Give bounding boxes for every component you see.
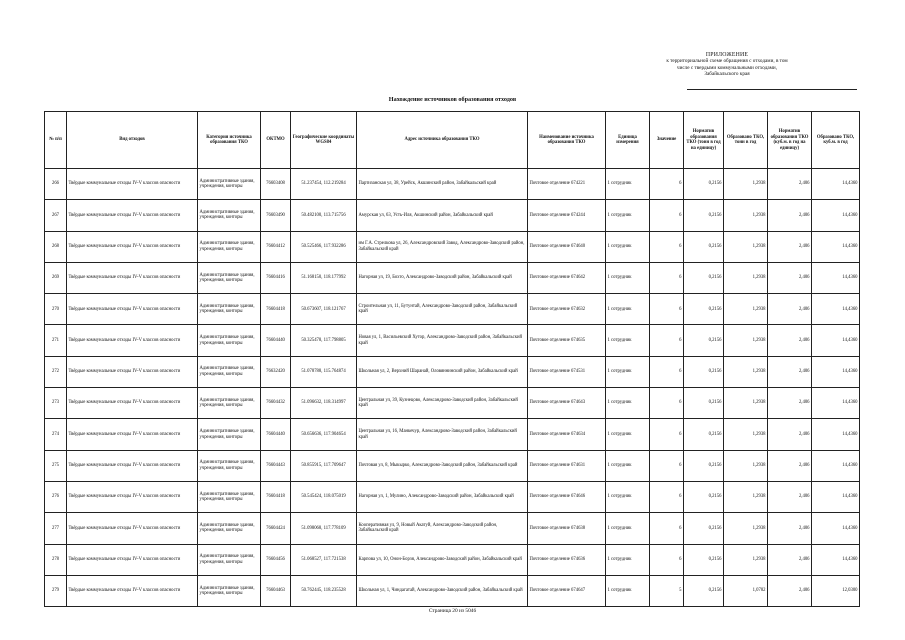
unit-cell: 1 сотрудник <box>606 419 650 450</box>
norm-volume-cell: 2,406 <box>768 481 812 512</box>
oktmo-cell: 76604418 <box>261 294 291 325</box>
waste-type-cell: Твёрдые коммунальные отходы IV-V классов опасности <box>67 231 198 262</box>
volume-cell: 14,4360 <box>812 200 860 231</box>
source-name-cell: Почтовое отделение 674634 <box>528 419 606 450</box>
waste-type-cell: Твёрдые коммунальные отходы IV-V классов опасности <box>67 200 198 231</box>
source-category-cell: Административные здания, учреждения, конторы <box>198 356 261 387</box>
value-cell: 6 <box>650 513 684 544</box>
row-number-cell: 275 <box>45 450 67 481</box>
norm-tonnes-cell: 0,2156 <box>684 262 724 293</box>
oktmo-cell: 76603408 <box>261 169 291 200</box>
oktmo-cell: 76604416 <box>261 262 291 293</box>
norm-volume-cell: 2,406 <box>768 575 812 606</box>
page-number: Страница 20 из 5046 <box>428 608 477 614</box>
norm-tonnes-cell: 0,2156 <box>684 325 724 356</box>
header-cell: Образовано ТКО, куб.м. в год <box>812 112 860 169</box>
volume-cell: 14,4360 <box>812 419 860 450</box>
source-category-cell: Административные здания, учреждения, конторы <box>198 450 261 481</box>
waste-type-cell: Твёрдые коммунальные отходы IV-V классов опасности <box>67 325 198 356</box>
value-cell: 6 <box>650 325 684 356</box>
tonnes-cell: 1,2938 <box>724 419 768 450</box>
source-category-cell: Административные здания, учреждения, конторы <box>198 231 261 262</box>
header-cell: ОКТМО <box>261 112 291 169</box>
waste-type-cell: Твёрдые коммунальные отходы IV-V классов опасности <box>67 294 198 325</box>
norm-tonnes-cell: 0,2156 <box>684 294 724 325</box>
header-cell: Вид отходов <box>67 112 198 169</box>
volume-cell: 14,4360 <box>812 513 860 544</box>
tonnes-cell: 1,2938 <box>724 231 768 262</box>
header-cell: Образовано ТКО, тонн в год <box>724 112 768 169</box>
source-category-cell: Административные здания, учреждения, конторы <box>198 325 261 356</box>
coordinates-cell: 50.762445, 118.235528 <box>291 575 357 606</box>
coordinates-cell: 50.855915, 117.709647 <box>291 450 357 481</box>
coordinates-cell: 50.482100, 113.715756 <box>291 200 357 231</box>
address-cell: Школьная ул, 2, Верхний Шаранай, Оловяннинский район, Забайкальский край <box>357 356 528 387</box>
table-row <box>45 419 860 450</box>
norm-tonnes-cell: 0,2156 <box>684 169 724 200</box>
tonnes-cell: 1,2938 <box>724 513 768 544</box>
table-row <box>45 231 860 262</box>
waste-type-cell: Твёрдые коммунальные отходы IV-V классов опасности <box>67 575 198 606</box>
unit-cell: 1 сотрудник <box>606 450 650 481</box>
norm-tonnes-cell: 0,2156 <box>684 544 724 575</box>
source-category-cell: Административные здания, учреждения, конторы <box>198 200 261 231</box>
address-cell: Амурская ул, 63, Усть-Иля, Акшинский район, Забайкальский край <box>357 200 528 231</box>
value-cell: 6 <box>650 481 684 512</box>
row-number-cell: 266 <box>45 169 67 200</box>
oktmo-cell: 76604432 <box>261 388 291 419</box>
tonnes-cell: 1,2938 <box>724 200 768 231</box>
volume-cell: 14,4360 <box>812 262 860 293</box>
row-number-cell: 274 <box>45 419 67 450</box>
header-cell: Наименование источника образования ТКО <box>528 112 606 169</box>
source-category-cell: Административные здания, учреждения, конторы <box>198 513 261 544</box>
address-cell: Строительная ул, 11, Бутунтай, Александрово-Заводский район, Забайкальский край <box>357 294 528 325</box>
source-name-cell: Почтовое отделение 674646 <box>528 481 606 512</box>
norm-volume-cell: 2,406 <box>768 544 812 575</box>
source-category-cell: Административные здания, учреждения, конторы <box>198 262 261 293</box>
unit-cell: 1 сотрудник <box>606 169 650 200</box>
waste-type-cell: Твёрдые коммунальные отходы IV-V классов опасности <box>67 450 198 481</box>
table-row <box>45 356 860 387</box>
waste-type-cell: Твёрдые коммунальные отходы IV-V классов опасности <box>67 262 198 293</box>
tonnes-cell: 1,0782 <box>724 575 768 606</box>
oktmo-cell: 76604456 <box>261 544 291 575</box>
volume-cell: 14,4360 <box>812 544 860 575</box>
norm-tonnes-cell: 0,2156 <box>684 450 724 481</box>
tonnes-cell: 1,2938 <box>724 262 768 293</box>
address-cell: Почтовая ул, 8, Мыкырко, Александрово-Заводский район, Забайкальский край <box>357 450 528 481</box>
norm-tonnes-cell: 0,2156 <box>684 388 724 419</box>
annex-block <box>597 52 857 78</box>
waste-type-cell: Твёрдые коммунальные отходы IV-V классов опасности <box>67 169 198 200</box>
address-cell: Нагорная ул, 1, Мулино, Александрово-Заводский район, Забайкальский край <box>357 481 528 512</box>
table-row <box>45 513 860 544</box>
unit-cell: 1 сотрудник <box>606 544 650 575</box>
tonnes-cell: 1,2938 <box>724 294 768 325</box>
source-name-cell: Почтовое отделение 674244 <box>528 200 606 231</box>
source-name-cell: Почтовое отделение 674638 <box>528 513 606 544</box>
source-name-cell: Почтовое отделение 674221 <box>528 169 606 200</box>
norm-volume-cell: 2,406 <box>768 200 812 231</box>
value-cell: 6 <box>650 262 684 293</box>
norm-volume-cell: 2,406 <box>768 169 812 200</box>
oktmo-cell: 76604463 <box>261 575 291 606</box>
value-cell: 6 <box>650 294 684 325</box>
volume-cell: 14,4360 <box>812 169 860 200</box>
unit-cell: 1 сотрудник <box>606 575 650 606</box>
row-number-cell: 267 <box>45 200 67 231</box>
volume-cell: 12,0300 <box>812 575 860 606</box>
source-name-cell: Почтовое отделение 674643 <box>528 388 606 419</box>
norm-tonnes-cell: 0,2156 <box>684 575 724 606</box>
address-cell: Карпова ул, 10, Онон-Борзя, Александрово-Заводский район, Забайкальский край <box>357 544 528 575</box>
address-cell: Нагорная ул, 19, Бохто, Александрово-Заводский район, Забайкальский край <box>357 262 528 293</box>
row-number-cell: 279 <box>45 575 67 606</box>
source-category-cell: Административные здания, учреждения, конторы <box>198 575 261 606</box>
tonnes-cell: 1,2938 <box>724 544 768 575</box>
row-number-cell: 277 <box>45 513 67 544</box>
volume-cell: 14,4360 <box>812 356 860 387</box>
coordinates-cell: 51.237454, 112.219284 <box>291 169 357 200</box>
header-cell: Категория источника образования ТКО <box>198 112 261 169</box>
source-name-cell: Почтовое отделение 674640 <box>528 231 606 262</box>
address-cell: Центральная ул, 39, Кузнецово, Александрово-Заводский район, Забайкальский край <box>357 388 528 419</box>
source-name-cell: Почтовое отделение 674632 <box>528 294 606 325</box>
source-category-cell: Административные здания, учреждения, конторы <box>198 388 261 419</box>
norm-tonnes-cell: 0,2156 <box>684 231 724 262</box>
address-cell: Новая ул, 1, Васильевский Хутор, Александрово-Заводский район, Забайкальский край <box>357 325 528 356</box>
table-row <box>45 388 860 419</box>
value-cell: 6 <box>650 388 684 419</box>
norm-volume-cell: 2,406 <box>768 325 812 356</box>
source-name-cell: Почтовое отделение 674631 <box>528 450 606 481</box>
table-row <box>45 544 860 575</box>
unit-cell: 1 сотрудник <box>606 513 650 544</box>
value-cell: 6 <box>650 356 684 387</box>
norm-volume-cell: 2,406 <box>768 262 812 293</box>
waste-type-cell: Твёрдые коммунальные отходы IV-V классов опасности <box>67 544 198 575</box>
row-number-cell: 268 <box>45 231 67 262</box>
norm-volume-cell: 2,406 <box>768 513 812 544</box>
volume-cell: 14,4360 <box>812 231 860 262</box>
source-name-cell: Почтовое отделение 674635 <box>528 325 606 356</box>
coordinates-cell: 51.068527, 117.721538 <box>291 544 357 575</box>
unit-cell: 1 сотрудник <box>606 388 650 419</box>
tonnes-cell: 1,2938 <box>724 169 768 200</box>
oktmo-cell: 76604424 <box>261 513 291 544</box>
norm-volume-cell: 2,406 <box>768 356 812 387</box>
value-cell: 6 <box>650 200 684 231</box>
unit-cell: 1 сотрудник <box>606 356 650 387</box>
tonnes-cell: 1,2938 <box>724 356 768 387</box>
tonnes-cell: 1,2938 <box>724 481 768 512</box>
unit-cell: 1 сотрудник <box>606 231 650 262</box>
address-cell: Центральная ул, 16, Манкечур, Александрово-Заводский район, Забайкальский край <box>357 419 528 450</box>
source-name-cell: Почтовое отделение 674636 <box>528 544 606 575</box>
oktmo-cell: 76604440 <box>261 419 291 450</box>
source-category-cell: Административные здания, учреждения, конторы <box>198 169 261 200</box>
volume-cell: 14,4360 <box>812 388 860 419</box>
norm-volume-cell: 2,406 <box>768 388 812 419</box>
row-number-cell: 276 <box>45 481 67 512</box>
volume-cell: 14,4360 <box>812 481 860 512</box>
waste-type-cell: Твёрдые коммунальные отходы IV-V классов опасности <box>67 481 198 512</box>
oktmo-cell: 76604412 <box>261 231 291 262</box>
volume-cell: 14,4360 <box>812 294 860 325</box>
annex-line-3: Забайкальского края <box>704 71 750 78</box>
tonnes-cell: 1,2938 <box>724 325 768 356</box>
tonnes-cell: 1,2938 <box>724 450 768 481</box>
oktmo-cell: 76604418 <box>261 481 291 512</box>
norm-tonnes-cell: 0,2156 <box>684 356 724 387</box>
norm-volume-cell: 2,406 <box>768 231 812 262</box>
coordinates-cell: 50.545424, 118.075019 <box>291 481 357 512</box>
annex-line-1: к территориальной схеме обращения с отходами, в том <box>666 58 788 65</box>
norm-tonnes-cell: 0,2156 <box>684 419 724 450</box>
coordinates-cell: 50.325478, 117.798805 <box>291 325 357 356</box>
table-row <box>45 294 860 325</box>
table-header-row <box>45 112 860 169</box>
coordinates-cell: 50.656636, 117.904654 <box>291 419 357 450</box>
oktmo-cell: 76603490 <box>261 200 291 231</box>
oktmo-cell: 76604443 <box>261 450 291 481</box>
header-cell: Единица измерения <box>606 112 650 169</box>
norm-volume-cell: 2,406 <box>768 419 812 450</box>
value-cell: 6 <box>650 419 684 450</box>
sources-table <box>44 111 860 607</box>
norm-volume-cell: 2,406 <box>768 294 812 325</box>
source-name-cell: Почтовое отделение 674642 <box>528 262 606 293</box>
oktmo-cell: 76604440 <box>261 325 291 356</box>
address-cell: Школьная ул, 1, Чиндагатай, Александрово-Заводский район, Забайкальский край <box>357 575 528 606</box>
oktmo-cell: 76632420 <box>261 356 291 387</box>
unit-cell: 1 сотрудник <box>606 481 650 512</box>
row-number-cell: 272 <box>45 356 67 387</box>
value-cell: 6 <box>650 450 684 481</box>
value-cell: 5 <box>650 575 684 606</box>
norm-tonnes-cell: 0,2156 <box>684 200 724 231</box>
row-number-cell: 269 <box>45 262 67 293</box>
norm-volume-cell: 2,406 <box>768 450 812 481</box>
row-number-cell: 273 <box>45 388 67 419</box>
unit-cell: 1 сотрудник <box>606 294 650 325</box>
volume-cell: 14,4360 <box>812 450 860 481</box>
value-cell: 6 <box>650 231 684 262</box>
source-category-cell: Административные здания, учреждения, конторы <box>198 419 261 450</box>
source-name-cell: Почтовое отделение 674531 <box>528 356 606 387</box>
row-number-cell: 271 <box>45 325 67 356</box>
value-cell: 6 <box>650 544 684 575</box>
table-row <box>45 450 860 481</box>
header-cell: Адрес источника образования ТКО <box>357 112 528 169</box>
norm-tonnes-cell: 0,2156 <box>684 481 724 512</box>
coordinates-cell: 51.078788, 115.764874 <box>291 356 357 387</box>
source-category-cell: Административные здания, учреждения, конторы <box>198 481 261 512</box>
address-cell: Кооперативная ул, 9, Новый Акатуй, Александрово-Заводский район, Забайкальский край <box>357 513 528 544</box>
table-row <box>45 262 860 293</box>
coordinates-cell: 50.525466, 117.932286 <box>291 231 357 262</box>
source-category-cell: Административные здания, учреждения, конторы <box>198 294 261 325</box>
unit-cell: 1 сотрудник <box>606 325 650 356</box>
row-number-cell: 278 <box>45 544 67 575</box>
coordinates-cell: 50.673607, 118.121767 <box>291 294 357 325</box>
waste-type-cell: Твёрдые коммунальные отходы IV-V классов опасности <box>67 513 198 544</box>
coordinates-cell: 51.168150, 118.177992 <box>291 262 357 293</box>
row-number-cell: 270 <box>45 294 67 325</box>
tonnes-cell: 1,2938 <box>724 388 768 419</box>
header-cell: Географические координаты WGS84 <box>291 112 357 169</box>
unit-cell: 1 сотрудник <box>606 200 650 231</box>
waste-type-cell: Твёрдые коммунальные отходы IV-V классов опасности <box>67 388 198 419</box>
waste-type-cell: Твёрдые коммунальные отходы IV-V классов опасности <box>67 356 198 387</box>
table-row <box>45 169 860 200</box>
source-category-cell: Административные здания, учреждения, конторы <box>198 544 261 575</box>
table-body <box>45 169 860 607</box>
address-cell: им Г.А. Стрелкова ул, 26, Александровский Завод, Александрово-Заводский район, Забайкальский край <box>357 231 528 262</box>
annex-line-2: числе с твердыми коммунальными отходами, <box>676 64 777 71</box>
annex-title: ПРИЛОЖЕНИЕ <box>705 52 749 58</box>
address-cell: Партизанская ул, 38, Урейск, Акшинский район, Забайкальский край <box>357 169 528 200</box>
unit-cell: 1 сотрудник <box>606 262 650 293</box>
coordinates-cell: 51.096632, 118.314997 <box>291 388 357 419</box>
waste-type-cell: Твёрдые коммунальные отходы IV-V классов опасности <box>67 419 198 450</box>
source-name-cell: Почтовое отделение 674647 <box>528 575 606 606</box>
coordinates-cell: 51.098068, 117.778109 <box>291 513 357 544</box>
header-cell: Норматив образования ТКО (тонн в год на единицу) <box>684 112 724 169</box>
volume-cell: 14,4360 <box>812 325 860 356</box>
header-cell: Норматив образования ТКО (куб.м. в год на единицу) <box>768 112 812 169</box>
annex-underline <box>687 89 857 90</box>
header-cell: Значение <box>650 112 684 169</box>
header-cell: № п/п <box>45 112 67 169</box>
norm-tonnes-cell: 0,2156 <box>684 513 724 544</box>
table-row <box>45 575 860 606</box>
document-title: Нахождение источников образования отходов <box>388 96 517 103</box>
table-row <box>45 325 860 356</box>
value-cell: 6 <box>650 169 684 200</box>
table-row <box>45 481 860 512</box>
table-row <box>45 200 860 231</box>
